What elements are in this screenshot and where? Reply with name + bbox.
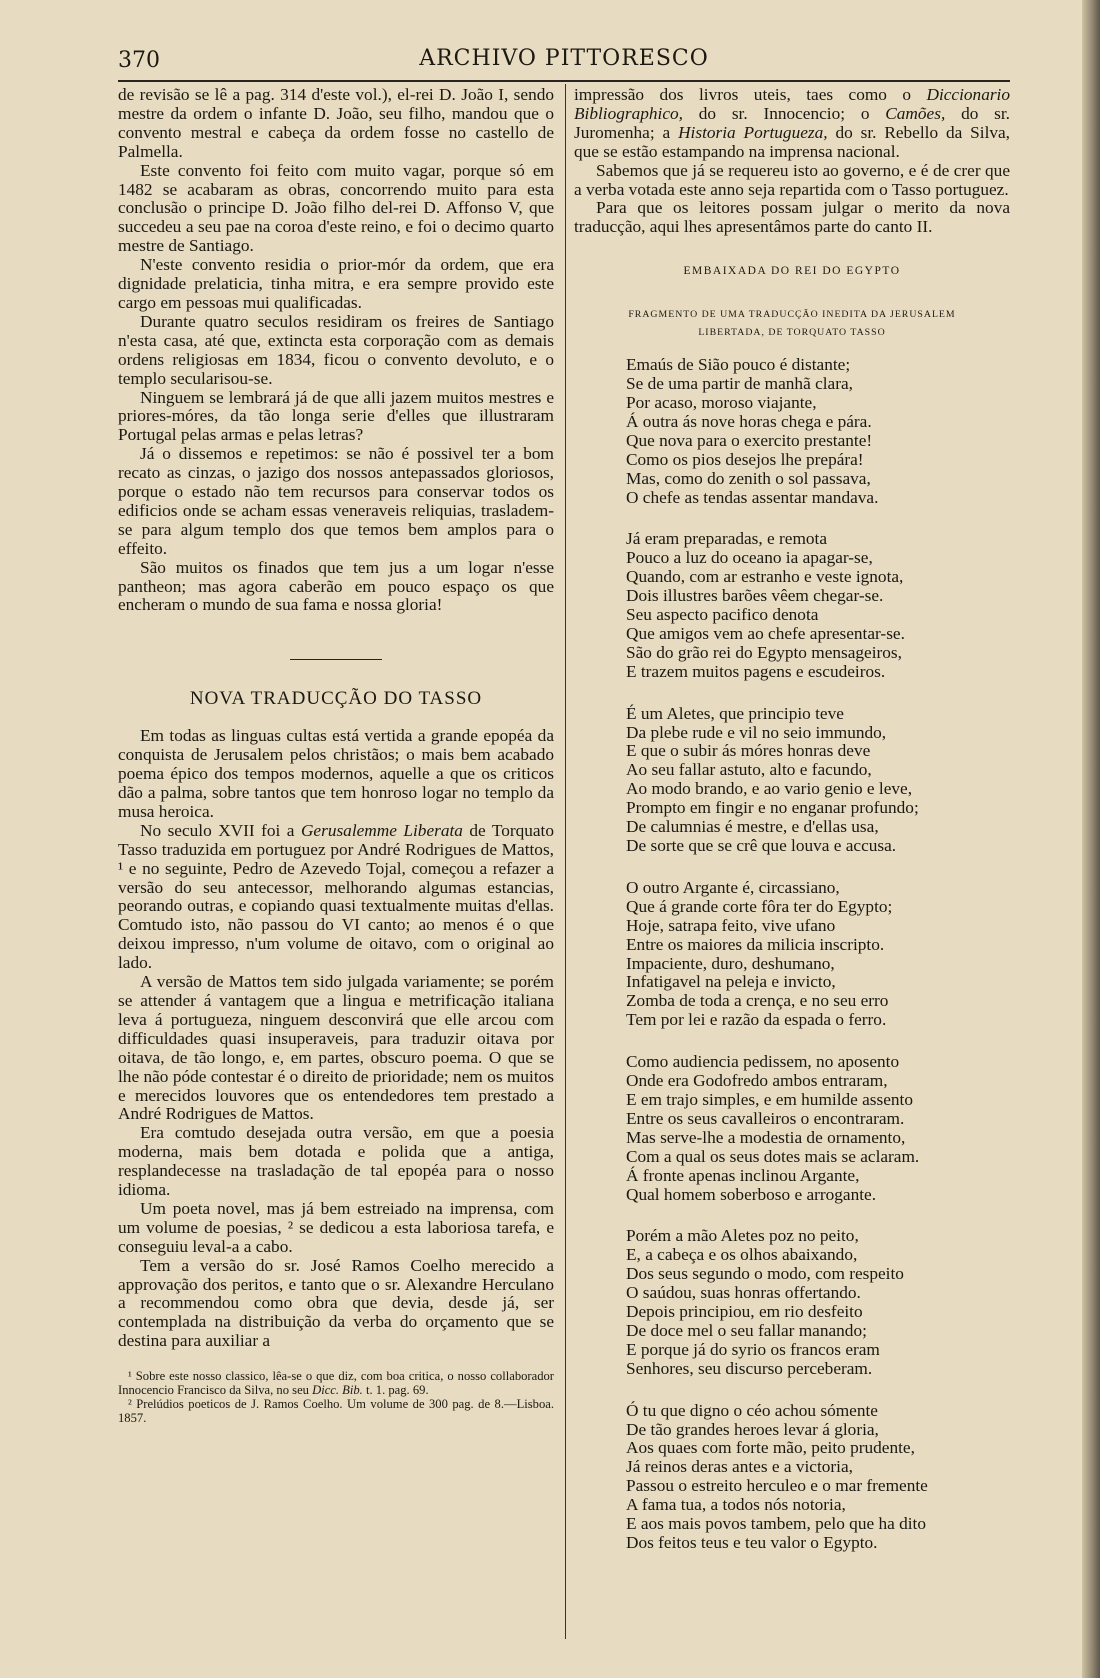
verse-line: Dois illustres barões vêem chegar-se. — [626, 586, 884, 606]
verse-line: Como os pios desejos lhe prepára! — [626, 449, 864, 469]
verse-line: Seu aspecto pacifico denota — [626, 605, 819, 625]
footnotes — [118, 1369, 554, 1425]
paragraph: de revisão se lê a pag. 314 d'este vol.), el-rei D. João I, sendo mestre da ordem o infante D. João, seu filho, mandou que o convento mestral e cabeça da ordem fosse no castello de Palmella. — [118, 85, 554, 161]
verse-line: Como audiencia pedissem, no aposento — [626, 1052, 900, 1072]
verse-line: Da plebe rude e vil no seio immundo, — [626, 722, 887, 742]
verse-line: Mas, como do zenith o sol passava, — [626, 468, 871, 488]
paragraph: Um poeta novel, mas já bem estreiado na imprensa, com um volume de poesias, ² se dedicou a esta laboriosa tarefa, e conseguiu leval-a a cabo. — [118, 1198, 554, 1256]
verse-line: Dos seus segundo o modo, com respeito — [626, 1264, 904, 1284]
verse-line: E que o subir ás móres honras deve — [626, 741, 871, 761]
verse-line: Ao modo brando, e ao vario genio e leve, — [626, 779, 913, 799]
verse-line: O outro Argante é, circassiano, — [626, 877, 840, 897]
poem-title: EMBAIXADA DO REI DO EGYPTO — [683, 265, 901, 278]
footnote — [118, 1369, 554, 1397]
verse-line: Senhores, seu discurso perceberam. — [626, 1358, 873, 1378]
page-edge — [1082, 0, 1100, 1678]
poem — [574, 356, 1010, 1553]
italic-title: Gerusalemme Liberata — [300, 820, 463, 840]
verse-line: Ó tu que digno o céo achou sómente — [626, 1400, 878, 1420]
running-title: ARCHIVO PITTORESCO — [419, 46, 709, 71]
stanza — [626, 705, 1010, 856]
footnote-text: t. 1. pag. 69. — [362, 1383, 429, 1398]
verse-line: O saúdou, suas honras offertando. — [626, 1283, 861, 1303]
header-rule — [118, 80, 1010, 82]
verse-line: Depois principiou, em rio desfeito — [626, 1302, 863, 1322]
verse-line: De doce mel o seu fallar manando; — [626, 1320, 867, 1340]
stanza — [626, 1053, 1010, 1204]
italic-title: Diccionario Bibliographico, — [574, 85, 1010, 123]
right-paragraphs — [574, 86, 1010, 237]
paragraph: A versão de Mattos tem sido julgada variamente; se porém se attender á vantagem que a lingua e metrificação italiana leva á portugueza, ninguem desconvirá que elle arcou com difficuldades quasi insuperaveis, para traduzir oitava por oitava, de tão longo, e, em partes, obscuro poema. O que se lhe não póde contestar é o direito de prioridade; nem os muitos e merecidos louvores que os entendedores tem prestado a André Rodrigues de Mattos. — [118, 972, 554, 1124]
verse-line: Á fronte apenas inclinou Argante, — [626, 1165, 860, 1185]
stanza — [626, 356, 1010, 507]
section-separator — [290, 659, 382, 660]
footnote-text: ² Prelúdios poeticos de J. Ramos Coelho. Um volume de 300 pag. de 8.—Lisboa. 1857. — [118, 1397, 554, 1426]
verse-line: Prompto em fingir e no enganar profundo; — [626, 798, 919, 818]
stanza — [626, 879, 1010, 1030]
verse-line: Á outra ás nove horas chega e pára. — [626, 411, 872, 431]
paragraph: N'este convento residia o prior-mór da ordem, que era dignidade prelaticia, tinha mitra, e era sempre provido este cargo em pessoas mui qualificadas. — [118, 255, 554, 312]
verse-line: Que nova para o exercito prestante! — [626, 430, 873, 450]
verse-line: E em trajo simples, e em humilde assento — [626, 1089, 913, 1109]
verse-line: Por acaso, moroso viajante, — [626, 392, 817, 412]
verse-line: Passou o estreito herculeo e o mar fremente — [626, 1476, 928, 1496]
verse-line: Mas serve-lhe a modestia de ornamento, — [626, 1127, 906, 1147]
text-span: do sr. Juromenha; a — [574, 103, 1010, 142]
italic-title: Camões, — [885, 103, 946, 123]
verse-line: Hoje, satrapa feito, vive ufano — [626, 915, 836, 935]
verse-line: É um Aletes, que principio teve — [626, 703, 844, 723]
intro-article — [118, 86, 554, 615]
verse-line: De sorte que se crê que louva e accusa. — [626, 836, 897, 855]
paragraph — [574, 199, 1010, 237]
verse-line: E aos mais povos tambem, pelo que ha dito — [626, 1514, 926, 1534]
text-span: do sr. Rebello da Silva, que se estão estampando na imprensa nacional. — [574, 122, 1011, 161]
verse-line: E porque já do syrio os francos eram — [626, 1339, 880, 1359]
paragraph: Em todas as linguas cultas está vertida a grande epopéa da conquista de Jerusalem pelos christãos; o mais bem acabado poema épico dos tempos modernos, aquelle a que os criticos dão a palma, sobre tantos que tem honroso logar no templo da musa heroica. — [118, 726, 554, 821]
text-span: do sr. Innocencio; o — [682, 103, 886, 123]
verse-line: Dos feitos teus e teu valor o Egypto. — [626, 1533, 878, 1552]
paragraph: Tem a versão do sr. José Ramos Coelho merecido a approvação dos peritos, e tanto que o sr. Alexandre Herculano a recommendou como obra que devia, desde já, ser contemplada na distribuição da verba do orçamento que se destina para auxiliar a — [118, 1255, 554, 1351]
verse-line: Impaciente, duro, deshumano, — [626, 953, 835, 973]
stanza — [626, 1227, 1010, 1378]
poem-subtitle — [574, 306, 1010, 342]
text-span: No seculo XVII foi a — [140, 820, 301, 840]
poem-subtitle-line: FRAGMENTO DE UMA TRADUCÇÃO INEDITA DA JERUSALEM — [628, 309, 956, 321]
section-title: NOVA TRADUCÇÃO DO TASSO — [189, 688, 483, 710]
verse-line: São do grão rei do Egypto mensageiros, — [626, 642, 902, 662]
verse-line: Quando, com ar estranho e veste ignota, — [626, 567, 904, 587]
text-span: de Torquato Tasso traduzida em portuguez por André Rodrigues de Mattos, ¹ e no seguinte, Pedro de Azevedo Tojal, começou a refazer a versão do seu antecessor, melhorando algumas estancias, peorando outras, e copiando quasi textualmente muitas d'ellas. Comtudo isto, não passou do VI canto; ao menos é o que deixou impresso, n'um volume de oitavo, com o original ao lado. — [118, 820, 554, 973]
verse-line: Entre os seus cavalleiros o encontraram. — [626, 1108, 905, 1128]
italic-title: Historia Portugueza, — [678, 122, 828, 142]
paragraph — [574, 162, 1010, 200]
column-divider — [565, 84, 566, 1639]
verse-line: Emaús de Sião pouco é distante; — [626, 355, 851, 375]
verse-line: Entre os maiores da milicia inscripto. — [626, 934, 885, 954]
verse-line: Onde era Godofredo ambos entraram, — [626, 1071, 888, 1091]
verse-line: Zomba de toda a crença, e no seu erro — [626, 991, 889, 1011]
text-span: Sabemos que já se requereu isto ao governo, e é de crer que a verba votada este anno seja repartida com o Tasso portuguez. — [574, 160, 1010, 199]
verse-line: O chefe as tendas assentar mandava. — [626, 487, 879, 507]
verse-line: Tem por lei e razão da espada o ferro. — [626, 1010, 887, 1030]
page-number: 370 — [118, 48, 160, 73]
paragraph: São muitos os finados que tem jus a um logar n'esse pantheon; mas agora caberão em pouco espaço os que encheram o mundo de sua fama e nossa gloria! — [118, 557, 554, 615]
verse-line: A fama tua, a todos nós notoria, — [626, 1495, 846, 1515]
verse-line: Pouco a luz do oceano ia apagar-se, — [626, 548, 873, 568]
verse-line: Ao seu fallar astuto, alto e facundo, — [626, 760, 872, 780]
verse-line: De calumnias é mestre, e d'ellas usa, — [626, 817, 879, 837]
footnote-italic: Dicc. Bib. — [312, 1383, 363, 1398]
verse-line: Já eram preparadas, e remota — [626, 529, 828, 549]
stanza — [626, 530, 1010, 681]
verse-line: E trazem muitos pagens e escudeiros. — [626, 661, 886, 681]
right-column — [574, 86, 1010, 1576]
poem-subtitle-line: LIBERTADA, DE TORQUATO TASSO — [698, 327, 886, 339]
text-span: impressão dos livros uteis, taes como o — [574, 85, 927, 104]
footnote — [118, 1397, 554, 1425]
page-header — [118, 46, 1010, 80]
section-body — [118, 727, 554, 1351]
verse-line: Se de uma partir de manhã clara, — [626, 374, 853, 394]
verse-line: Porém a mão Aletes poz no peito, — [626, 1226, 859, 1246]
paragraph: Este convento foi feito com muito vagar, porque só em 1482 se acabaram as obras, concorrendo muito para esta conclusão o principe D. João filho del-rei D. Affonso V, que succedeu a seu pae na coroa d'este reino, e foi o decimo quarto mestre de Santiago. — [118, 160, 554, 256]
verse-line: Infatigavel na peleja e invicto, — [626, 972, 836, 992]
left-column — [118, 86, 554, 1425]
paragraph — [574, 86, 1010, 162]
paragraph: Já o dissemos e repetimos: se não é possivel ter a bom recato as cinzas, o jazigo dos nossos antepassados gloriosos, porque o estado não tem recursos para conservar todos os edificios onde se acham essas veneraveis reliquias, trasladem-se para algum templo dos que temos bem amplos para o effeito. — [118, 444, 554, 558]
paragraph: Ninguem se lembrará já de que alli jazem muitos mestres e priores-móres, da tão longa serie d'elles que illustraram Portugal pelas armas e pelas letras? — [118, 387, 554, 445]
text-span: Para que os leitores possam julgar o merito da nova traducção, aqui lhes apresentâmos parte do canto II. — [574, 198, 1010, 237]
footnote-text: ¹ Sobre este nosso classico, lêa-se o que diz, com boa critica, o nosso collaborador Innocencio Francisco da Silva, no seu — [118, 1369, 554, 1398]
verse-line: De tão grandes heroes levar á gloria, — [626, 1419, 879, 1439]
verse-line: Já reinos deras antes e a victoria, — [626, 1457, 853, 1477]
verse-line: Que á grande corte fôra ter do Egypto; — [626, 896, 893, 916]
verse-line: Que amigos vem ao chefe apresentar-se. — [626, 623, 905, 643]
stanza — [626, 1402, 1010, 1553]
verse-line: Com a qual os seus dotes mais se aclaram. — [626, 1146, 920, 1166]
paragraph: Era comtudo desejada outra versão, em que a poesia moderna, mais bem dotada e polida que a antiga, resplandecesse na trasladação de tal epopéa para o nosso idioma. — [118, 1123, 554, 1200]
verse-line: Qual homem soberboso e arrogante. — [626, 1184, 877, 1204]
verse-line: Aos quaes com forte mão, peito prudente, — [626, 1438, 915, 1458]
paragraph: Durante quatro seculos residiram os freires de Santiago n'esta casa, até que, extincta esta corporação com as demais ordens religiosas em 1834, ficou o convento devoluto, e o templo secularisou-se. — [118, 311, 554, 388]
paragraph — [118, 822, 554, 973]
verse-line: E, a cabeça e os olhos abaixando, — [626, 1245, 858, 1265]
